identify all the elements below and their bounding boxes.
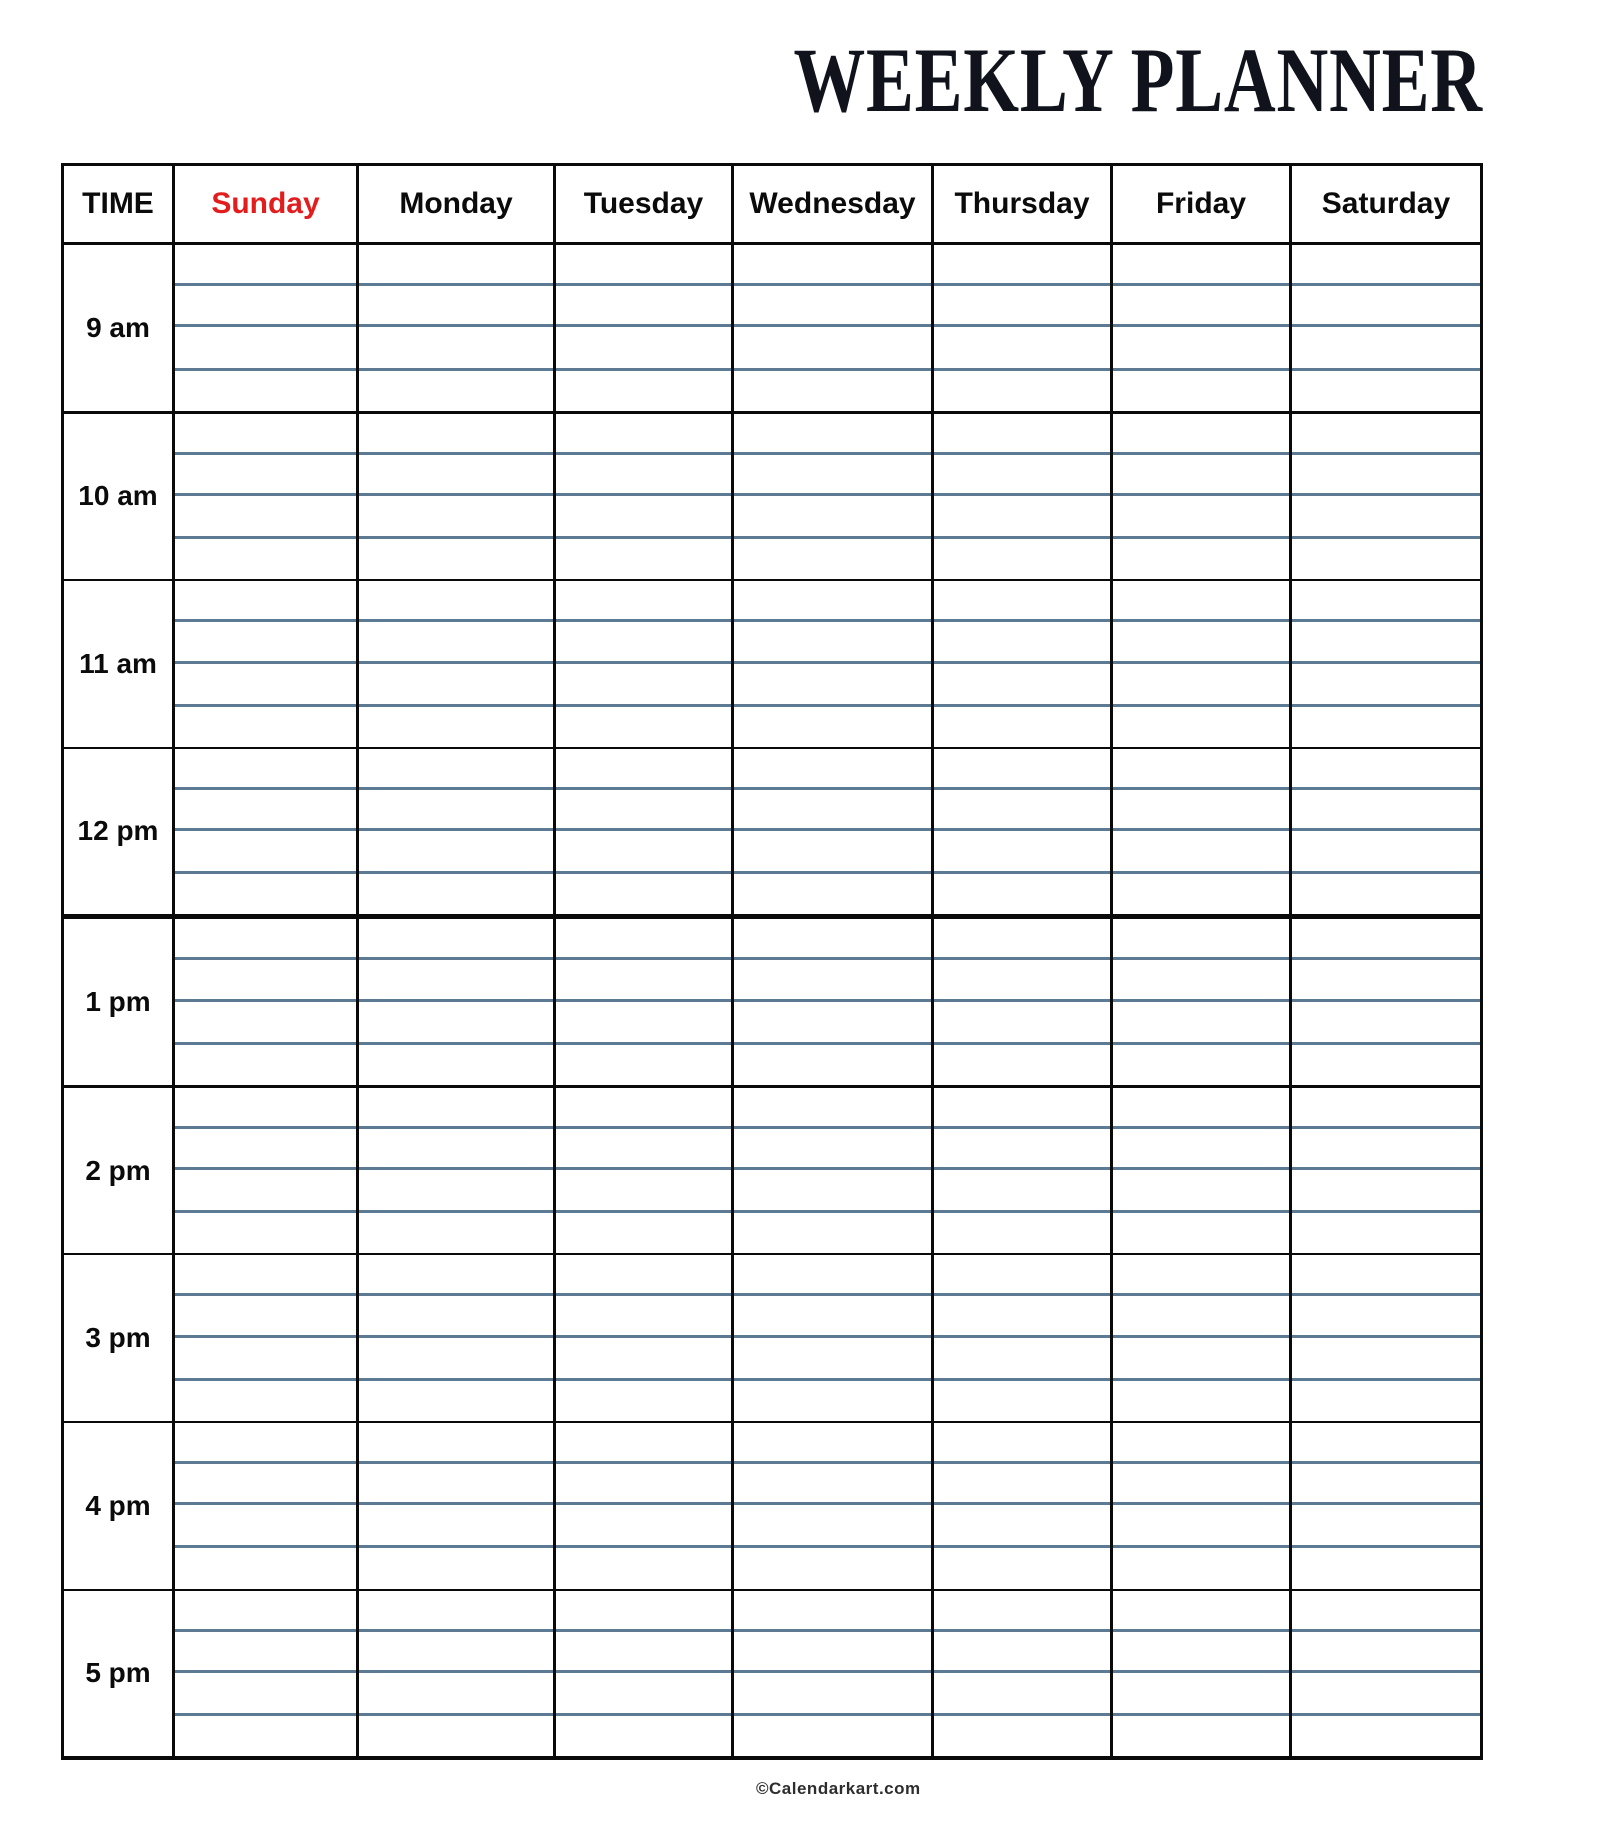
writing-line — [175, 1502, 356, 1505]
writing-line — [1113, 493, 1289, 496]
time-slot-label-11-am: 11 am — [79, 647, 157, 679]
time-slot-cell-10-am — [64, 414, 172, 580]
writing-line — [175, 1210, 356, 1213]
writing-line — [556, 1042, 731, 1045]
writing-line — [359, 1167, 553, 1170]
time-slot-label-3-pm: 3 pm — [85, 1322, 151, 1354]
writing-line — [175, 1042, 356, 1045]
writing-line — [1292, 1293, 1480, 1296]
entry-cell-friday-11-am — [1110, 581, 1289, 747]
entry-cell-monday-5-pm — [356, 1591, 553, 1757]
writing-line — [734, 704, 931, 707]
writing-line — [359, 1042, 553, 1045]
writing-line — [359, 452, 553, 455]
writing-line — [1113, 324, 1289, 327]
writing-line — [1292, 283, 1480, 286]
writing-line — [1113, 1293, 1289, 1296]
writing-line — [1292, 1167, 1480, 1170]
entry-cell-friday-1-pm — [1110, 919, 1289, 1085]
writing-line — [934, 1629, 1110, 1632]
writing-line — [175, 1670, 356, 1673]
writing-line — [175, 452, 356, 455]
writing-line — [934, 871, 1110, 874]
writing-line — [734, 957, 931, 960]
writing-line — [1113, 1461, 1289, 1464]
writing-line — [1292, 1461, 1480, 1464]
writing-line — [1113, 871, 1289, 874]
writing-line — [1292, 1210, 1480, 1213]
time-slot-row-5-pm — [64, 1589, 1480, 1757]
planner-table — [61, 163, 1483, 1760]
writing-line — [175, 1167, 356, 1170]
writing-line — [359, 1210, 553, 1213]
writing-line — [359, 1378, 553, 1381]
entry-cell-wednesday-3-pm — [731, 1255, 931, 1421]
entry-cell-monday-4-pm — [356, 1423, 553, 1589]
entry-cell-friday-3-pm — [1110, 1255, 1289, 1421]
writing-line — [1113, 619, 1289, 622]
writing-line — [934, 1042, 1110, 1045]
writing-line — [359, 957, 553, 960]
time-slot-row-12-pm — [64, 747, 1480, 915]
writing-line — [175, 661, 356, 664]
writing-line — [359, 536, 553, 539]
time-column-header-label: TIME — [82, 187, 154, 220]
writing-line — [934, 493, 1110, 496]
entry-cell-friday-10-am — [1110, 414, 1289, 580]
writing-line — [1292, 1378, 1480, 1381]
writing-line — [934, 787, 1110, 790]
writing-line — [175, 1461, 356, 1464]
entry-cell-friday-9-am — [1110, 245, 1289, 411]
writing-line — [934, 1167, 1110, 1170]
writing-line — [556, 871, 731, 874]
writing-line — [175, 324, 356, 327]
entry-cell-tuesday-1-pm — [553, 919, 731, 1085]
time-slot-label-5-pm: 5 pm — [85, 1657, 151, 1689]
writing-line — [1292, 1502, 1480, 1505]
entry-cell-wednesday-4-pm — [731, 1423, 931, 1589]
entry-cell-tuesday-5-pm — [553, 1591, 731, 1757]
writing-line — [934, 704, 1110, 707]
writing-line — [556, 787, 731, 790]
writing-line — [934, 368, 1110, 371]
writing-line — [175, 368, 356, 371]
writing-line — [934, 828, 1110, 831]
writing-line — [734, 283, 931, 286]
writing-line — [734, 368, 931, 371]
writing-line — [1292, 368, 1480, 371]
writing-line — [175, 283, 356, 286]
entry-cell-thursday-4-pm — [931, 1423, 1110, 1589]
time-column-header-cell — [64, 166, 172, 242]
writing-line — [734, 1210, 931, 1213]
writing-line — [1113, 661, 1289, 664]
day-header-cell-tuesday — [553, 166, 731, 242]
entry-cell-monday-11-am — [356, 581, 553, 747]
writing-line — [359, 324, 553, 327]
writing-line — [934, 1502, 1110, 1505]
writing-line — [1113, 1378, 1289, 1381]
time-slot-cell-2-pm — [64, 1088, 172, 1254]
writing-line — [934, 1126, 1110, 1129]
writing-line — [556, 619, 731, 622]
writing-line — [934, 1335, 1110, 1338]
writing-line — [734, 536, 931, 539]
writing-line — [359, 1502, 553, 1505]
writing-line — [556, 536, 731, 539]
time-slot-label-9-am: 9 am — [86, 311, 150, 343]
writing-line — [175, 828, 356, 831]
entry-cell-monday-2-pm — [356, 1088, 553, 1254]
writing-line — [934, 283, 1110, 286]
writing-line — [734, 1502, 931, 1505]
entry-cell-wednesday-9-am — [731, 245, 931, 411]
writing-line — [734, 871, 931, 874]
writing-line — [1113, 704, 1289, 707]
entry-cell-monday-9-am — [356, 245, 553, 411]
writing-line — [556, 1502, 731, 1505]
entry-cell-sunday-9-am — [172, 245, 356, 411]
writing-line — [556, 661, 731, 664]
time-slot-row-9-am — [64, 242, 1480, 411]
writing-line — [734, 1461, 931, 1464]
writing-line — [175, 1293, 356, 1296]
writing-line — [734, 661, 931, 664]
writing-line — [359, 999, 553, 1002]
time-slot-row-4-pm — [64, 1421, 1480, 1589]
day-header-label-monday: Monday — [399, 187, 513, 220]
writing-line — [1292, 957, 1480, 960]
writing-line — [359, 493, 553, 496]
writing-line — [1113, 1502, 1289, 1505]
writing-line — [734, 787, 931, 790]
writing-line — [734, 999, 931, 1002]
entry-cell-sunday-10-am — [172, 414, 356, 580]
writing-line — [1113, 1629, 1289, 1632]
writing-line — [934, 1378, 1110, 1381]
writing-line — [359, 368, 553, 371]
writing-line — [734, 619, 931, 622]
writing-line — [934, 1713, 1110, 1716]
entry-cell-friday-12-pm — [1110, 749, 1289, 915]
entry-cell-saturday-9-am — [1289, 245, 1480, 411]
time-slot-cell-3-pm — [64, 1255, 172, 1421]
writing-line — [359, 1335, 553, 1338]
writing-line — [1292, 1335, 1480, 1338]
writing-line — [556, 1545, 731, 1548]
writing-line — [556, 999, 731, 1002]
writing-line — [175, 787, 356, 790]
writing-line — [1113, 1167, 1289, 1170]
writing-line — [1292, 828, 1480, 831]
writing-line — [359, 871, 553, 874]
writing-line — [359, 619, 553, 622]
writing-line — [1113, 1545, 1289, 1548]
time-slot-label-2-pm: 2 pm — [85, 1154, 151, 1186]
writing-line — [1292, 1713, 1480, 1716]
entry-cell-monday-10-am — [356, 414, 553, 580]
footer-credit: ©Calendarkart.com — [756, 1779, 921, 1798]
entry-cell-monday-1-pm — [356, 919, 553, 1085]
entry-cell-wednesday-12-pm — [731, 749, 931, 915]
writing-line — [1113, 957, 1289, 960]
writing-line — [934, 1293, 1110, 1296]
day-header-cell-thursday — [931, 166, 1110, 242]
entry-cell-saturday-1-pm — [1289, 919, 1480, 1085]
writing-line — [1113, 536, 1289, 539]
writing-line — [556, 368, 731, 371]
entry-cell-wednesday-11-am — [731, 581, 931, 747]
time-slot-label-1-pm: 1 pm — [85, 986, 151, 1018]
writing-line — [175, 1629, 356, 1632]
writing-line — [734, 1167, 931, 1170]
writing-line — [1113, 828, 1289, 831]
writing-line — [734, 324, 931, 327]
time-slot-label-4-pm: 4 pm — [85, 1489, 151, 1521]
writing-line — [175, 1545, 356, 1548]
writing-line — [1292, 536, 1480, 539]
entry-cell-thursday-9-am — [931, 245, 1110, 411]
writing-line — [934, 324, 1110, 327]
writing-line — [556, 493, 731, 496]
writing-line — [359, 787, 553, 790]
writing-line — [359, 1293, 553, 1296]
entry-cell-monday-3-pm — [356, 1255, 553, 1421]
writing-line — [556, 1461, 731, 1464]
writing-line — [556, 1210, 731, 1213]
writing-line — [359, 1713, 553, 1716]
entry-cell-thursday-12-pm — [931, 749, 1110, 915]
entry-cell-saturday-2-pm — [1289, 1088, 1480, 1254]
day-header-label-friday: Friday — [1155, 187, 1247, 220]
time-slot-cell-5-pm — [64, 1591, 172, 1757]
writing-line — [359, 1126, 553, 1129]
writing-line — [1292, 1629, 1480, 1632]
writing-line — [359, 661, 553, 664]
page-title: WEEKLY PLANNER — [793, 29, 1483, 131]
writing-line — [934, 1210, 1110, 1213]
writing-line — [1113, 1670, 1289, 1673]
entry-cell-monday-12-pm — [356, 749, 553, 915]
writing-line — [934, 1545, 1110, 1548]
writing-line — [556, 957, 731, 960]
entry-cell-saturday-3-pm — [1289, 1255, 1480, 1421]
writing-line — [1292, 324, 1480, 327]
writing-line — [1292, 661, 1480, 664]
writing-line — [359, 1670, 553, 1673]
time-slot-row-1-pm — [64, 914, 1480, 1085]
writing-line — [934, 957, 1110, 960]
writing-line — [1292, 1042, 1480, 1045]
writing-line — [175, 871, 356, 874]
entry-cell-saturday-12-pm — [1289, 749, 1480, 915]
writing-line — [1113, 368, 1289, 371]
writing-line — [1113, 999, 1289, 1002]
day-header-cell-saturday — [1289, 166, 1480, 242]
time-slot-row-2-pm — [64, 1085, 1480, 1254]
writing-line — [175, 536, 356, 539]
entry-cell-tuesday-10-am — [553, 414, 731, 580]
writing-line — [359, 1461, 553, 1464]
writing-line — [175, 1378, 356, 1381]
writing-line — [734, 493, 931, 496]
day-header-cell-friday — [1110, 166, 1289, 242]
entry-cell-sunday-11-am — [172, 581, 356, 747]
writing-line — [175, 957, 356, 960]
writing-line — [934, 536, 1110, 539]
writing-line — [934, 999, 1110, 1002]
entry-cell-sunday-4-pm — [172, 1423, 356, 1589]
day-header-label-sunday: Sunday — [211, 187, 320, 220]
entry-cell-friday-2-pm — [1110, 1088, 1289, 1254]
writing-line — [359, 828, 553, 831]
writing-line — [734, 1293, 931, 1296]
time-slot-label-12-pm: 12 pm — [77, 815, 159, 847]
time-slot-row-11-am — [64, 579, 1480, 747]
writing-line — [734, 452, 931, 455]
writing-line — [934, 452, 1110, 455]
time-slot-row-3-pm — [64, 1253, 1480, 1421]
writing-line — [1113, 452, 1289, 455]
writing-line — [1292, 493, 1480, 496]
writing-line — [1292, 452, 1480, 455]
writing-line — [1292, 1126, 1480, 1129]
writing-line — [556, 1293, 731, 1296]
entry-cell-thursday-2-pm — [931, 1088, 1110, 1254]
time-slot-cell-4-pm — [64, 1423, 172, 1589]
writing-line — [934, 619, 1110, 622]
writing-line — [359, 704, 553, 707]
writing-line — [1113, 1335, 1289, 1338]
entry-cell-tuesday-4-pm — [553, 1423, 731, 1589]
writing-line — [359, 1545, 553, 1548]
writing-line — [556, 283, 731, 286]
writing-line — [1113, 1713, 1289, 1716]
entry-cell-sunday-12-pm — [172, 749, 356, 915]
entry-cell-saturday-4-pm — [1289, 1423, 1480, 1589]
writing-line — [1113, 283, 1289, 286]
entry-cell-sunday-5-pm — [172, 1591, 356, 1757]
writing-line — [934, 661, 1110, 664]
writing-line — [734, 1126, 931, 1129]
entry-cell-tuesday-2-pm — [553, 1088, 731, 1254]
day-header-label-saturday: Saturday — [1321, 187, 1451, 220]
entry-cell-saturday-5-pm — [1289, 1591, 1480, 1757]
writing-line — [556, 1126, 731, 1129]
entry-cell-tuesday-11-am — [553, 581, 731, 747]
entry-cell-sunday-2-pm — [172, 1088, 356, 1254]
entry-cell-tuesday-12-pm — [553, 749, 731, 915]
writing-line — [556, 1335, 731, 1338]
entry-cell-saturday-10-am — [1289, 414, 1480, 580]
writing-line — [556, 1670, 731, 1673]
writing-line — [734, 1042, 931, 1045]
writing-line — [1292, 1545, 1480, 1548]
entry-cell-wednesday-2-pm — [731, 1088, 931, 1254]
writing-line — [934, 1461, 1110, 1464]
day-header-cell-sunday — [172, 166, 356, 242]
writing-line — [734, 1378, 931, 1381]
writing-line — [556, 1629, 731, 1632]
writing-line — [175, 619, 356, 622]
entry-cell-thursday-3-pm — [931, 1255, 1110, 1421]
writing-line — [175, 704, 356, 707]
writing-line — [1292, 871, 1480, 874]
writing-line — [734, 828, 931, 831]
writing-line — [1292, 1670, 1480, 1673]
day-header-cell-wednesday — [731, 166, 931, 242]
entry-cell-thursday-5-pm — [931, 1591, 1110, 1757]
writing-line — [175, 1126, 356, 1129]
writing-line — [556, 452, 731, 455]
entry-cell-saturday-11-am — [1289, 581, 1480, 747]
writing-line — [556, 1713, 731, 1716]
writing-line — [1113, 787, 1289, 790]
entry-cell-friday-5-pm — [1110, 1591, 1289, 1757]
writing-line — [556, 828, 731, 831]
time-slot-cell-12-pm — [64, 749, 172, 915]
writing-line — [1113, 1042, 1289, 1045]
writing-line — [934, 1670, 1110, 1673]
time-slot-label-10-am: 10 am — [78, 480, 158, 512]
writing-line — [175, 493, 356, 496]
entry-cell-thursday-10-am — [931, 414, 1110, 580]
writing-line — [734, 1670, 931, 1673]
writing-line — [175, 1713, 356, 1716]
writing-line — [556, 324, 731, 327]
day-header-cell-monday — [356, 166, 553, 242]
writing-line — [175, 1335, 356, 1338]
entry-cell-wednesday-1-pm — [731, 919, 931, 1085]
writing-line — [734, 1545, 931, 1548]
writing-line — [1292, 787, 1480, 790]
header-row — [64, 166, 1480, 242]
time-slot-cell-9-am — [64, 245, 172, 411]
writing-line — [175, 999, 356, 1002]
writing-line — [1113, 1210, 1289, 1213]
writing-line — [734, 1629, 931, 1632]
writing-line — [556, 704, 731, 707]
entry-cell-sunday-1-pm — [172, 919, 356, 1085]
writing-line — [1292, 704, 1480, 707]
time-slot-row-10-am — [64, 411, 1480, 580]
writing-line — [359, 283, 553, 286]
day-header-label-thursday: Thursday — [954, 187, 1090, 220]
time-slot-cell-1-pm — [64, 919, 172, 1085]
entry-cell-tuesday-3-pm — [553, 1255, 731, 1421]
entry-cell-wednesday-10-am — [731, 414, 931, 580]
writing-line — [359, 1629, 553, 1632]
entry-cell-friday-4-pm — [1110, 1423, 1289, 1589]
day-header-label-tuesday: Tuesday — [583, 187, 704, 220]
writing-line — [556, 1167, 731, 1170]
writing-line — [1292, 999, 1480, 1002]
writing-line — [734, 1713, 931, 1716]
writing-line — [1292, 619, 1480, 622]
writing-line — [556, 1378, 731, 1381]
time-slot-cell-11-am — [64, 581, 172, 747]
entry-cell-tuesday-9-am — [553, 245, 731, 411]
writing-line — [734, 1335, 931, 1338]
entry-cell-wednesday-5-pm — [731, 1591, 931, 1757]
entry-cell-thursday-11-am — [931, 581, 1110, 747]
entry-cell-sunday-3-pm — [172, 1255, 356, 1421]
day-header-label-wednesday: Wednesday — [749, 187, 916, 220]
entry-cell-thursday-1-pm — [931, 919, 1110, 1085]
writing-line — [1113, 1126, 1289, 1129]
